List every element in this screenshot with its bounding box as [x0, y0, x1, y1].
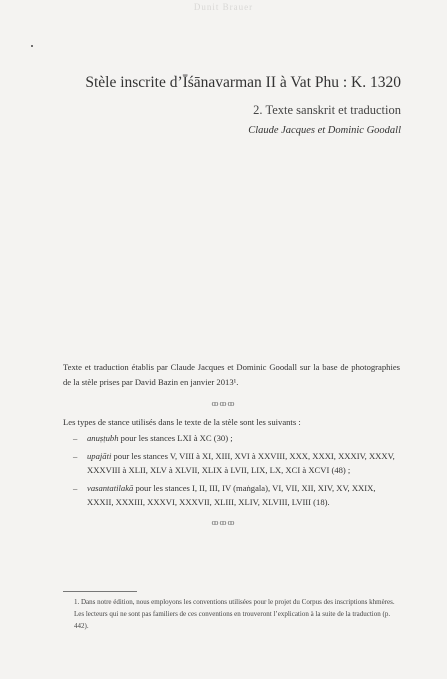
stanza-description: pour les stances I, II, III, IV (maṅgala), VI, VII, XII, XIV, XV, XXIX, XXXII, XXXIII, XXXVI, XXXVII, XLIII, XLIV, XLVIII, LVIII (18). — [87, 482, 376, 507]
article-title: Stèle inscrite d’Īśānavarman II à Vat Phu : K. 1320 — [85, 74, 401, 91]
meter-name: vasantatilakā — [87, 482, 134, 493]
meter-name: anuṣṭubh — [87, 433, 119, 443]
section-separator: ꝏꝏꝏ — [211, 519, 236, 527]
intro-paragraph: Texte et traduction établis par Claude Jacques et Dominic Goodall sur la base de photographies de la stèle prises par David Bazin en janvier 2013¹. — [63, 362, 400, 387]
article-subtitle: 2. Texte sanskrit et traduction — [253, 103, 401, 117]
stanza-types-intro: Les types de stance utilisés dans le texte de la stèle sont les suivants : — [63, 417, 301, 427]
footnote: 1. Dans notre édition, nous employons les conventions utilisées pour le projet du Corpus des inscriptions khmères. Les lecteurs qui ne sont pas familiers de ces conventions en trouveront l’explication à la suite de la traduction (p. 442). — [74, 598, 395, 630]
stanza-item — [73, 449, 403, 478]
meter-name: upajāti — [87, 450, 112, 461]
stanza-description: pour les stances V, VIII à XI, XIII, XVI à XXVIII, XXX, XXXI, XXXIV, XXXV, XXXVIII à XLII, XLV à XLVII, XLIX à LVII, LIX, LX, XCI à XCVI (48) ; — [87, 450, 395, 475]
stanza-item — [73, 481, 403, 510]
page-speck — [31, 45, 33, 47]
stanza-description: pour les stances LXI à XC (30) ; — [118, 433, 233, 443]
footnote-rule — [63, 591, 137, 592]
section-separator: ꝏꝏꝏ — [211, 400, 236, 408]
running-header-ghost: Dunit Brauer — [193, 2, 254, 12]
article-authors: Claude Jacques et Dominic Goodall — [248, 125, 401, 136]
stanza-item — [73, 431, 403, 446]
stanza-list — [73, 431, 403, 510]
